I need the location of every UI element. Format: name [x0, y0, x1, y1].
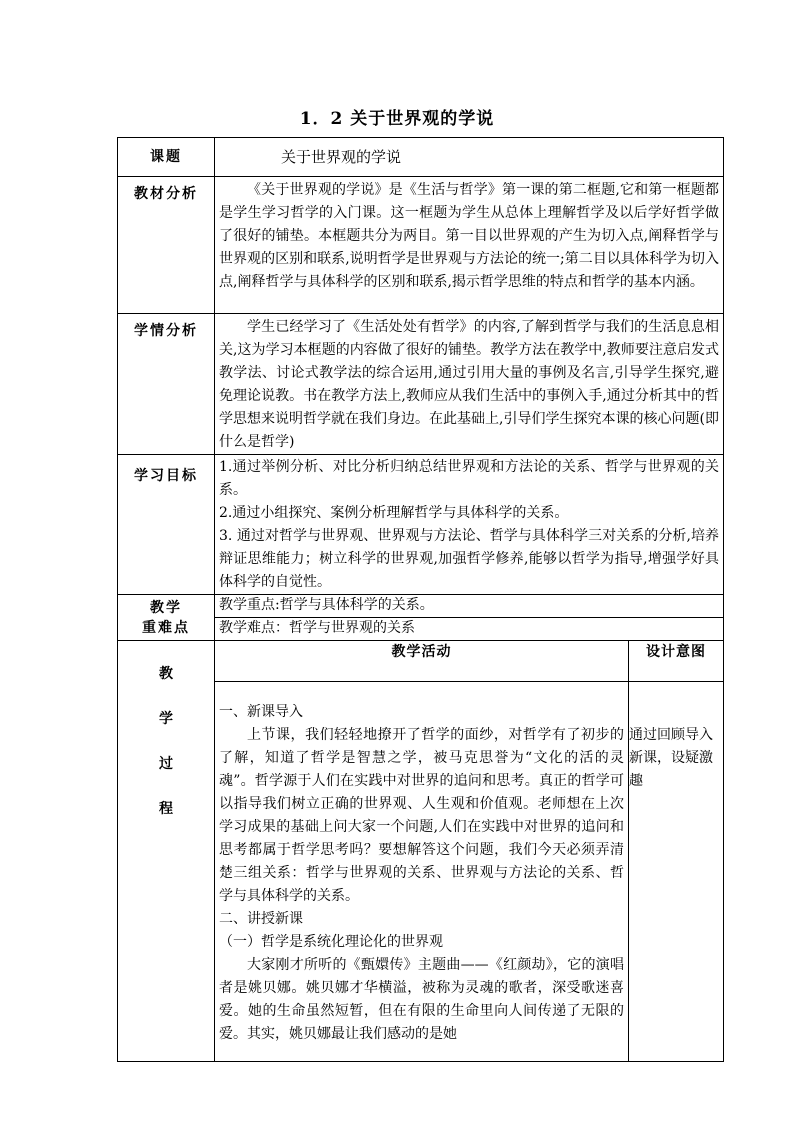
key-points-label-line1: 教学 — [150, 599, 182, 616]
objective-item: 2.通过小组探究、案例分析理解哲学与具体科学的关系。 — [219, 505, 569, 521]
design-intent: 通过回顾导入新课，设疑激趣 — [629, 682, 724, 1062]
process-label — [118, 641, 215, 1062]
process-label-char: 教 — [159, 666, 173, 682]
section-title: 一、新课导入 — [219, 704, 303, 720]
student-analysis-row — [118, 314, 724, 455]
textbook-analysis-label: 教材分析 — [118, 177, 215, 314]
design-header: 设计意图 — [629, 641, 724, 682]
objective-item: 1.通过举例分析、对比分析归纳总结世界观和方法论的关系、哲学与世界观的关系。 — [219, 459, 720, 498]
course-label: 课题 — [118, 138, 215, 177]
objectives-label: 学习目标 — [118, 455, 215, 595]
activity-content — [215, 682, 629, 1062]
key-points-label — [118, 595, 215, 641]
student-analysis-text: 学生已经学习了《生活处处有哲学》的内容,了解到哲学与我们的生活息息相关,这为学习本框题的内容做了很好的铺垫。教学方法在教学中,教师要注意启发式教学法、讨论式教学法的综合运用,通过引用大量的事例及名言,引导学生探究,避免理论说教。书在教学方法上,教师应从我们生活中的事例入手,通过分析其中的哲学思想来说明哲学就在我们身边。在此基础上,引导们学生探究本课的核心问题(即什么是哲学) — [219, 319, 720, 450]
objectives-row — [118, 455, 724, 595]
process-label-char: 程 — [159, 801, 173, 817]
activity-header: 教学活动 — [215, 641, 629, 682]
process-header-row — [118, 641, 724, 682]
page-title: 1．2 关于世界观的学说 — [299, 109, 495, 129]
subsection-title: （一）哲学是系统化理论化的世界观 — [219, 934, 443, 950]
section-title: 二、讲授新课 — [219, 911, 303, 927]
lesson-plan-table — [117, 137, 724, 1062]
key-focus-text: 教学重点:哲学与具体科学的关系。 — [219, 597, 434, 613]
student-analysis-label: 学情分析 — [118, 314, 215, 455]
textbook-analysis-text: 《关于世界观的学说》是《生活与哲学》第一课的第二框题,它和第一框题都是学生学习哲学的入门课。这一框题为学生从总体上理解哲学及以后学好哲学做了很好的铺垫。本框题共分为两目。第一目以世界观的产生为切入点,阐释哲学与世界观的区别和联系,说明哲学是世界观与方法论的统一;第二目以具体科学为切入点,阐释哲学与具体科学的区别和联系,揭示哲学思维的特点和哲学的基本内涵。 — [219, 182, 720, 290]
textbook-analysis-row — [118, 177, 724, 314]
subsection-text: 大家刚才所听的《甄嬛传》主题曲——《红颜劫》，它的演唱者是姚贝娜。姚贝娜才华横溢，被称为灵魂的歌者，深受歌迷喜爱。她的生命虽然短暂，但在有限的生命里向人间传递了无限的爱。其实，姚贝娜最让我们感动的是她 — [219, 957, 624, 1042]
course-value: 关于世界观的学说 — [215, 138, 724, 177]
key-difficulty-text: 教学难点：哲学与世界观的关系 — [219, 620, 415, 636]
process-label-char: 过 — [159, 756, 173, 772]
section-text: 上节课，我们轻轻地撩开了哲学的面纱，对哲学有了初步的了解，知道了哲学是智慧之学，被马克思誉为“文化的活的灵魂”。哲学源于人们在实践中对世界的追问和思考。真正的哲学可以指导我们树立正确的世界观、人生观和价值观。老师想在上次学习成果的基础上问大家一个问题,人们在实践中对世界的追问和思考都属于哲学思考吗？要想解答这个问题，我们今天必须弄清楚三组关系：哲学与世界观的关系、世界观与方法论的关系、哲学与具体科学的关系。 — [219, 727, 624, 904]
objective-item: 3. 通过对哲学与世界观、世界观与方法论、哲学与具体科学三对关系的分析,培养辩证思维能力；树立科学的世界观,加强哲学修养,能够以哲学为指导,增强学好具体科学的自觉性。 — [219, 528, 720, 590]
focus-row — [118, 595, 724, 618]
process-label-char: 学 — [159, 711, 173, 727]
key-points-label-line2: 重难点 — [142, 619, 190, 636]
course-row — [118, 138, 724, 177]
